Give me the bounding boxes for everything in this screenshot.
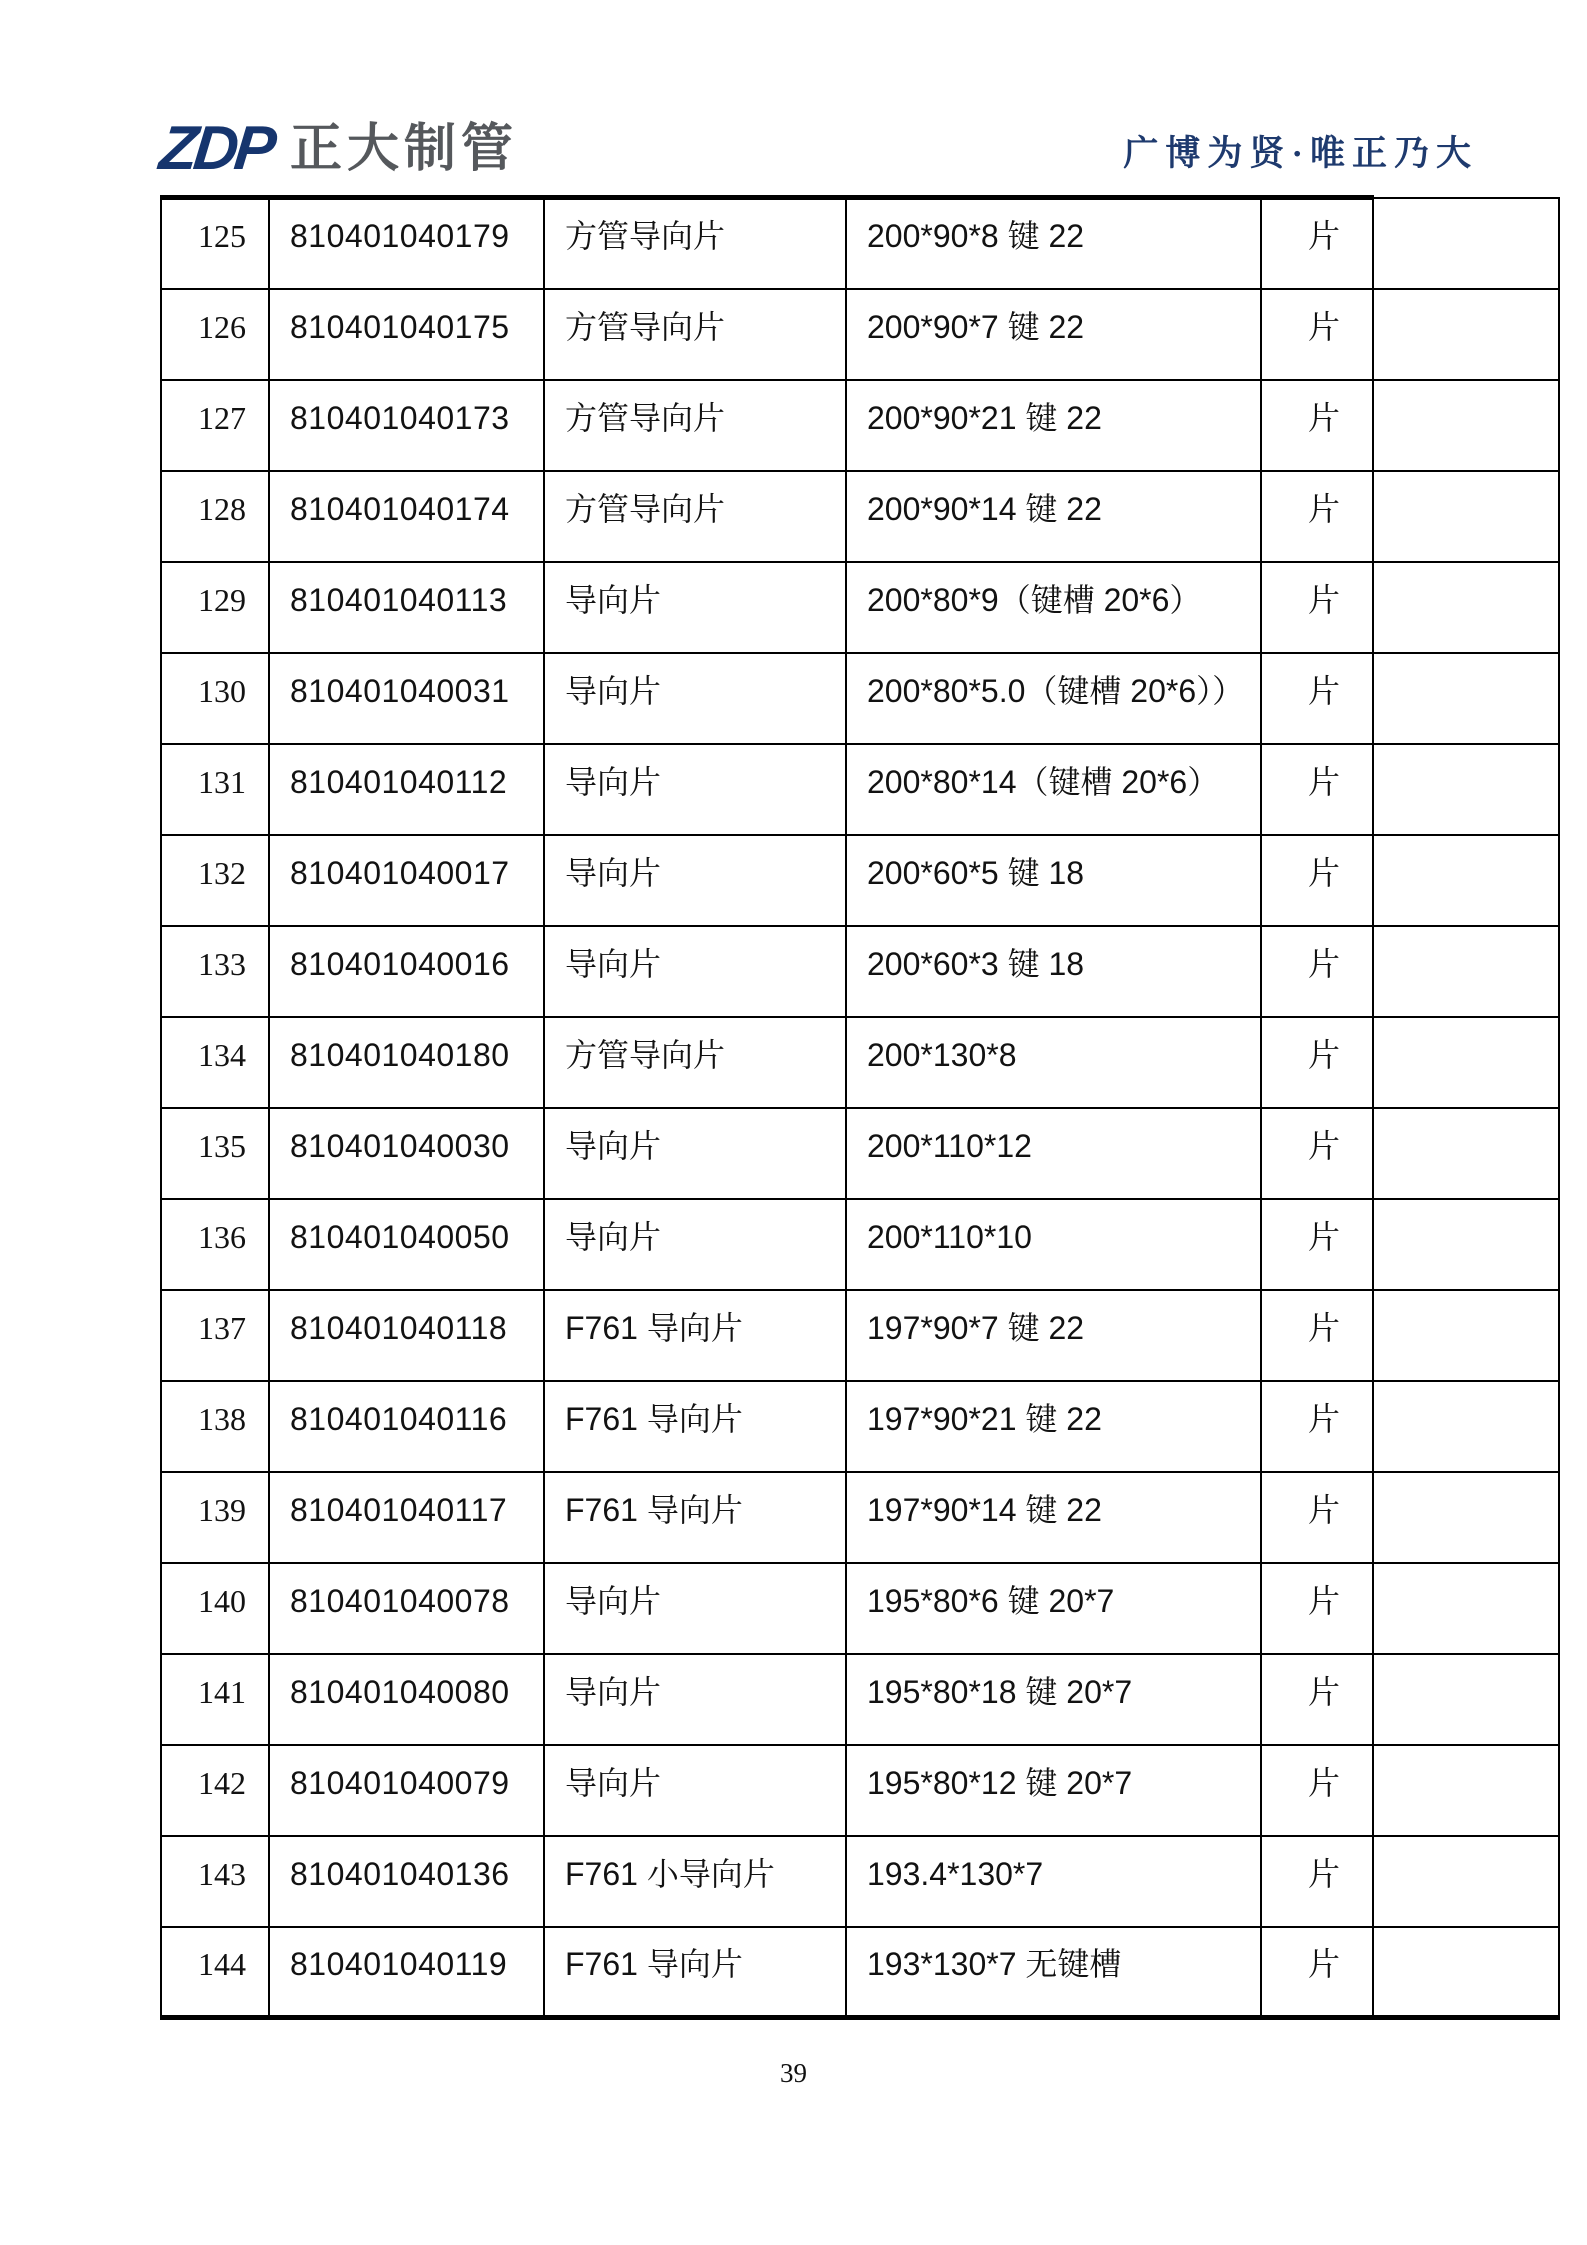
- spec-cell: 200*60*5 键 18: [846, 835, 1261, 926]
- table-row: [161, 1654, 1559, 1745]
- part-code-cell: 810401040017: [269, 835, 544, 926]
- part-name-cell: 导向片: [544, 744, 846, 835]
- spec-cell: 197*90*21 键 22: [846, 1381, 1261, 1472]
- table-row: [161, 1017, 1559, 1108]
- part-name-cell: F761 小导向片: [544, 1836, 846, 1927]
- spec-cell: 200*130*8: [846, 1017, 1261, 1108]
- remark-cell: [1373, 1836, 1559, 1927]
- zdp-logo-mark: ZDP: [156, 114, 276, 183]
- unit-cell: 片: [1261, 380, 1373, 471]
- spec-cell: 200*60*3 键 18: [846, 926, 1261, 1017]
- spec-cell: 200*80*5.0（键槽 20*6））: [846, 653, 1261, 744]
- unit-cell: 片: [1261, 562, 1373, 653]
- unit-cell: 片: [1261, 198, 1373, 289]
- part-name-cell: F761 导向片: [544, 1290, 846, 1381]
- part-name-cell: 导向片: [544, 562, 846, 653]
- row-number-cell: 141: [161, 1654, 269, 1745]
- part-code-cell: 810401040175: [269, 289, 544, 380]
- remark-cell: [1373, 1017, 1559, 1108]
- unit-cell: 片: [1261, 1654, 1373, 1745]
- remark-cell: [1373, 1563, 1559, 1654]
- part-code-cell: 810401040118: [269, 1290, 544, 1381]
- part-code-cell: 810401040078: [269, 1563, 544, 1654]
- remark-cell: [1373, 289, 1559, 380]
- remark-cell: [1373, 1290, 1559, 1381]
- spec-cell: 195*80*6 键 20*7: [846, 1563, 1261, 1654]
- spec-cell: 200*90*21 键 22: [846, 380, 1261, 471]
- remark-cell: [1373, 562, 1559, 653]
- company-logo: [156, 114, 519, 183]
- row-number-cell: 128: [161, 471, 269, 562]
- row-number-cell: 127: [161, 380, 269, 471]
- part-code-cell: 810401040079: [269, 1745, 544, 1836]
- parts-table: [160, 195, 1560, 2020]
- unit-cell: 片: [1261, 1745, 1373, 1836]
- row-number-cell: 133: [161, 926, 269, 1017]
- remark-cell: [1373, 926, 1559, 1017]
- part-code-cell: 810401040030: [269, 1108, 544, 1199]
- part-code-cell: 810401040050: [269, 1199, 544, 1290]
- row-number-cell: 137: [161, 1290, 269, 1381]
- part-name-cell: F761 导向片: [544, 1381, 846, 1472]
- part-name-cell: 导向片: [544, 835, 846, 926]
- part-code-cell: 810401040116: [269, 1381, 544, 1472]
- unit-cell: 片: [1261, 1472, 1373, 1563]
- table-row: [161, 1472, 1559, 1563]
- unit-cell: 片: [1261, 1108, 1373, 1199]
- row-number-cell: 132: [161, 835, 269, 926]
- remark-cell: [1373, 653, 1559, 744]
- part-name-cell: 方管导向片: [544, 1017, 846, 1108]
- row-number-cell: 134: [161, 1017, 269, 1108]
- spec-cell: 195*80*12 键 20*7: [846, 1745, 1261, 1836]
- row-number-cell: 131: [161, 744, 269, 835]
- row-number-cell: 140: [161, 1563, 269, 1654]
- unit-cell: 片: [1261, 471, 1373, 562]
- table-row: [161, 1199, 1559, 1290]
- part-code-cell: 810401040136: [269, 1836, 544, 1927]
- part-name-cell: 导向片: [544, 1745, 846, 1836]
- spec-cell: 200*80*14（键槽 20*6）: [846, 744, 1261, 835]
- part-name-cell: 导向片: [544, 926, 846, 1017]
- row-number-cell: 129: [161, 562, 269, 653]
- spec-cell: 200*90*7 键 22: [846, 289, 1261, 380]
- part-code-cell: 810401040031: [269, 653, 544, 744]
- spec-cell: 200*110*10: [846, 1199, 1261, 1290]
- part-code-cell: 810401040113: [269, 562, 544, 653]
- remark-cell: [1373, 1381, 1559, 1472]
- remark-cell: [1373, 1745, 1559, 1836]
- row-number-cell: 126: [161, 289, 269, 380]
- part-code-cell: 810401040173: [269, 380, 544, 471]
- part-name-cell: 方管导向片: [544, 471, 846, 562]
- part-code-cell: 810401040179: [269, 198, 544, 289]
- part-name-cell: 方管导向片: [544, 289, 846, 380]
- part-code-cell: 810401040174: [269, 471, 544, 562]
- remark-cell: [1373, 1472, 1559, 1563]
- unit-cell: 片: [1261, 1290, 1373, 1381]
- table-row: [161, 1563, 1559, 1654]
- spec-cell: 193.4*130*7: [846, 1836, 1261, 1927]
- remark-cell: [1373, 1654, 1559, 1745]
- unit-cell: 片: [1261, 1836, 1373, 1927]
- spec-cell: 200*90*14 键 22: [846, 471, 1261, 562]
- table-row: [161, 1381, 1559, 1472]
- remark-cell: [1373, 1199, 1559, 1290]
- header-slogan: 广博为贤·唯正乃大: [1123, 134, 1478, 173]
- table-row: [161, 562, 1559, 653]
- row-number-cell: 142: [161, 1745, 269, 1836]
- table-row: [161, 1836, 1559, 1927]
- spec-cell: 200*90*8 键 22: [846, 198, 1261, 289]
- row-number-cell: 135: [161, 1108, 269, 1199]
- remark-cell: [1373, 1927, 1559, 2018]
- page-header: [156, 114, 1480, 194]
- table-row: [161, 1108, 1559, 1199]
- part-name-cell: 导向片: [544, 1654, 846, 1745]
- remark-cell: [1373, 744, 1559, 835]
- spec-cell: 200*80*9（键槽 20*6）: [846, 562, 1261, 653]
- part-name-cell: 方管导向片: [544, 380, 846, 471]
- row-number-cell: 136: [161, 1199, 269, 1290]
- row-number-cell: 125: [161, 198, 269, 289]
- part-name-cell: F761 导向片: [544, 1472, 846, 1563]
- row-number-cell: 130: [161, 653, 269, 744]
- parts-table-body: [161, 198, 1559, 2018]
- unit-cell: 片: [1261, 1381, 1373, 1472]
- remark-cell: [1373, 380, 1559, 471]
- table-row: [161, 653, 1559, 744]
- unit-cell: 片: [1261, 744, 1373, 835]
- part-name-cell: 导向片: [544, 1199, 846, 1290]
- spec-cell: 200*110*12: [846, 1108, 1261, 1199]
- row-number-cell: 144: [161, 1927, 269, 2018]
- table-row: [161, 1927, 1559, 2018]
- part-name-cell: 方管导向片: [544, 198, 846, 289]
- part-code-cell: 810401040016: [269, 926, 544, 1017]
- part-code-cell: 810401040117: [269, 1472, 544, 1563]
- table-row: [161, 471, 1559, 562]
- remark-cell: [1373, 1108, 1559, 1199]
- part-code-cell: 810401040119: [269, 1927, 544, 2018]
- unit-cell: 片: [1261, 835, 1373, 926]
- table-row: [161, 1290, 1559, 1381]
- part-name-cell: F761 导向片: [544, 1927, 846, 2018]
- remark-cell: [1373, 198, 1559, 289]
- table-row: [161, 835, 1559, 926]
- row-number-cell: 139: [161, 1472, 269, 1563]
- part-name-cell: 导向片: [544, 653, 846, 744]
- unit-cell: 片: [1261, 1199, 1373, 1290]
- unit-cell: 片: [1261, 653, 1373, 744]
- row-number-cell: 138: [161, 1381, 269, 1472]
- table-row: [161, 198, 1559, 289]
- part-name-cell: 导向片: [544, 1108, 846, 1199]
- company-name: 正大制管: [290, 120, 519, 178]
- spec-cell: 193*130*7 无键槽: [846, 1927, 1261, 2018]
- row-number-cell: 143: [161, 1836, 269, 1927]
- table-row: [161, 1745, 1559, 1836]
- remark-cell: [1373, 835, 1559, 926]
- unit-cell: 片: [1261, 289, 1373, 380]
- part-code-cell: 810401040180: [269, 1017, 544, 1108]
- page-number: 39: [780, 2058, 807, 2088]
- spec-cell: 197*90*14 键 22: [846, 1472, 1261, 1563]
- spec-cell: 197*90*7 键 22: [846, 1290, 1261, 1381]
- unit-cell: 片: [1261, 926, 1373, 1017]
- table-row: [161, 289, 1559, 380]
- unit-cell: 片: [1261, 1927, 1373, 2018]
- part-name-cell: 导向片: [544, 1563, 846, 1654]
- spec-cell: 195*80*18 键 20*7: [846, 1654, 1261, 1745]
- part-code-cell: 810401040112: [269, 744, 544, 835]
- remark-cell: [1373, 471, 1559, 562]
- table-row: [161, 380, 1559, 471]
- unit-cell: 片: [1261, 1017, 1373, 1108]
- table-row: [161, 744, 1559, 835]
- part-code-cell: 810401040080: [269, 1654, 544, 1745]
- table-row: [161, 926, 1559, 1017]
- unit-cell: 片: [1261, 1563, 1373, 1654]
